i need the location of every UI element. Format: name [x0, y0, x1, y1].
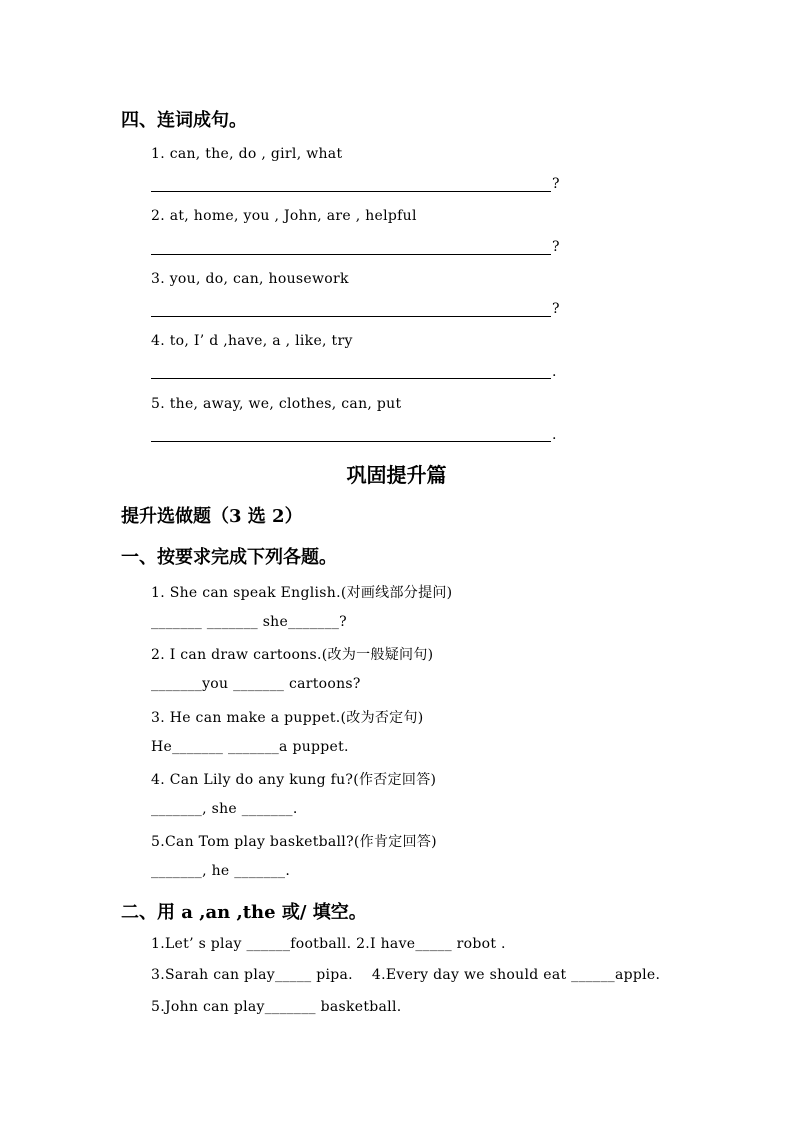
section2-heading: 二、用 a ,an ,the 或/ 填空。: [121, 902, 367, 923]
elective-title: 提升选做题（3 选 2）: [121, 506, 303, 527]
section1-answer-4: _______, she _______.: [151, 801, 298, 817]
section4-item-1: 1. can, the, do , girl, what: [151, 146, 343, 162]
line-end-mark-5: .: [552, 427, 557, 443]
section4-heading: 四、连词成句。: [121, 110, 247, 131]
answer-line-1: [151, 191, 551, 192]
section2-line-1: 1.Let’ s play ______football. 2.I have_____ robot .: [151, 936, 506, 952]
section1-answer-2: _______you _______ cartoons?: [151, 676, 361, 692]
answer-line-2: [151, 254, 551, 255]
line-end-mark-3: ?: [552, 301, 560, 317]
section1-heading: 一、按要求完成下列各题。: [121, 547, 337, 568]
line-end-mark-2: ?: [552, 239, 560, 255]
section4-item-4: 4. to, I’ d ,have, a , like, try: [151, 333, 353, 349]
section1-question-3: 3. He can make a puppet.(改为否定句): [151, 710, 424, 726]
section2-line-2: 3.Sarah can play_____ pipa. 4.Every day we should eat ______apple.: [151, 967, 661, 983]
section1-question-2: 2. I can draw cartoons.(改为一般疑问句): [151, 647, 434, 663]
answer-line-3: [151, 316, 551, 317]
answer-line-4: [151, 378, 551, 379]
section1-question-4: 4. Can Lily do any kung fu?(作否定回答): [151, 772, 437, 788]
section1-answer-5: _______, he _______.: [151, 863, 291, 879]
section1-question-1: 1. She can speak English.(对画线部分提问): [151, 585, 453, 601]
section4-item-3: 3. you, do, can, housework: [151, 271, 349, 287]
section1-answer-3: He_______ _______a puppet.: [151, 739, 349, 755]
line-end-mark-4: .: [552, 364, 557, 380]
answer-line-5: [151, 441, 551, 442]
section1-answer-1: _______ _______ she_______?: [151, 614, 347, 630]
line-end-mark-1: ?: [552, 176, 560, 192]
part-title: 巩固提升篇: [346, 463, 447, 487]
section4-item-2: 2. at, home, you , John, are , helpful: [151, 208, 417, 224]
section2-line-3: 5.John can play_______ basketball.: [151, 999, 402, 1015]
section1-question-5: 5.Can Tom play basketball?(作肯定回答): [151, 834, 437, 850]
section4-item-5: 5. the, away, we, clothes, can, put: [151, 396, 402, 412]
